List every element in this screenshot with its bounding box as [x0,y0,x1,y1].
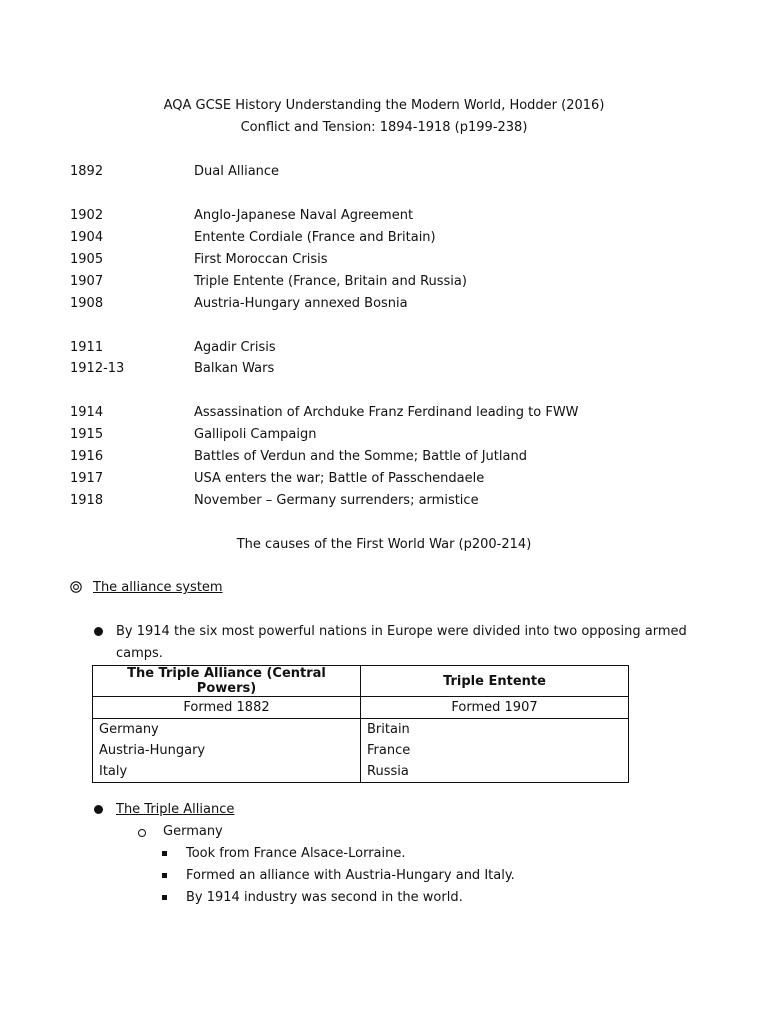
timeline-year: 1918 [70,493,104,508]
alliance-bullet-text-cont: camps. [116,646,163,661]
table-cell: Britain [361,719,629,741]
timeline-event: Dual Alliance [194,164,280,179]
germany-subheading: Germany [163,824,223,839]
timeline-event: Gallipoli Campaign [194,427,317,442]
table-cell: Austria-Hungary [93,740,361,761]
timeline-event: Anglo-Japanese Naval Agreement [194,208,414,223]
table-cell: Russia [361,761,629,783]
timeline-year: 1892 [70,164,104,179]
table-header-triple-entente: Triple Entente [361,666,629,697]
timeline-year: 1907 [70,274,104,289]
doc-subtitle: Conflict and Tension: 1894-1918 (p199-238) [240,120,528,135]
timeline-year: 1908 [70,296,104,311]
table-row [93,740,629,761]
triple-alliance-heading: The Triple Alliance [116,802,235,817]
timeline-year: 1912-13 [70,361,125,376]
timeline-event: Entente Cordiale (France and Britain) [194,230,436,245]
table-cell: Germany [93,719,361,741]
timeline-event: Triple Entente (France, Britain and Russia) [194,274,467,289]
timeline-event: Battles of Verdun and the Somme; Battle of Jutland [194,449,527,464]
alliances-table [92,665,629,783]
timeline-year: 1917 [70,471,104,486]
alliance-system-heading: The alliance system [93,580,223,595]
timeline-year: 1904 [70,230,104,245]
list-item: Took from France Alsace-Lorraine. [186,846,406,861]
bullet-square-icon [162,873,167,878]
bullet-circle-icon [138,829,146,837]
doc-title: AQA GCSE History Understanding the Modern World, Hodder (2016) [163,98,605,113]
table-formed-cell: Formed 1882 [93,697,361,719]
bullet-disc-icon [94,805,103,814]
timeline-year: 1902 [70,208,104,223]
timeline-year: 1905 [70,252,104,267]
timeline-event: Balkan Wars [194,361,275,376]
table-formed-cell: Formed 1907 [361,697,629,719]
timeline-event: Agadir Crisis [194,340,276,355]
timeline-event: Austria-Hungary annexed Bosnia [194,296,408,311]
timeline-event: First Moroccan Crisis [194,252,328,267]
timeline-year: 1911 [70,340,104,355]
list-item: By 1914 industry was second in the world. [186,890,463,905]
timeline-event: November – Germany surrenders; armistice [194,493,479,508]
timeline-event: USA enters the war; Battle of Passchendaele [194,471,485,486]
bullet-square-icon [162,851,167,856]
timeline-year: 1916 [70,449,104,464]
table-row [93,761,629,783]
alliance-bullet-text: By 1914 the six most powerful nations in Europe were divided into two opposing armed [116,624,687,639]
bullet-square-icon [162,895,167,900]
target-bullet-icon [70,581,82,593]
timeline-event: Assassination of Archduke Franz Ferdinand leading to FWW [194,405,579,420]
bullet-disc-icon [94,627,103,636]
timeline-year: 1914 [70,405,104,420]
causes-title: The causes of the First World War (p200-214) [236,537,532,552]
table-cell: France [361,740,629,761]
table-row [93,719,629,741]
table-cell: Italy [93,761,361,783]
timeline-year: 1915 [70,427,104,442]
table-header-triple-alliance: The Triple Alliance (Central Powers) [93,666,361,697]
list-item: Formed an alliance with Austria-Hungary and Italy. [186,868,515,883]
